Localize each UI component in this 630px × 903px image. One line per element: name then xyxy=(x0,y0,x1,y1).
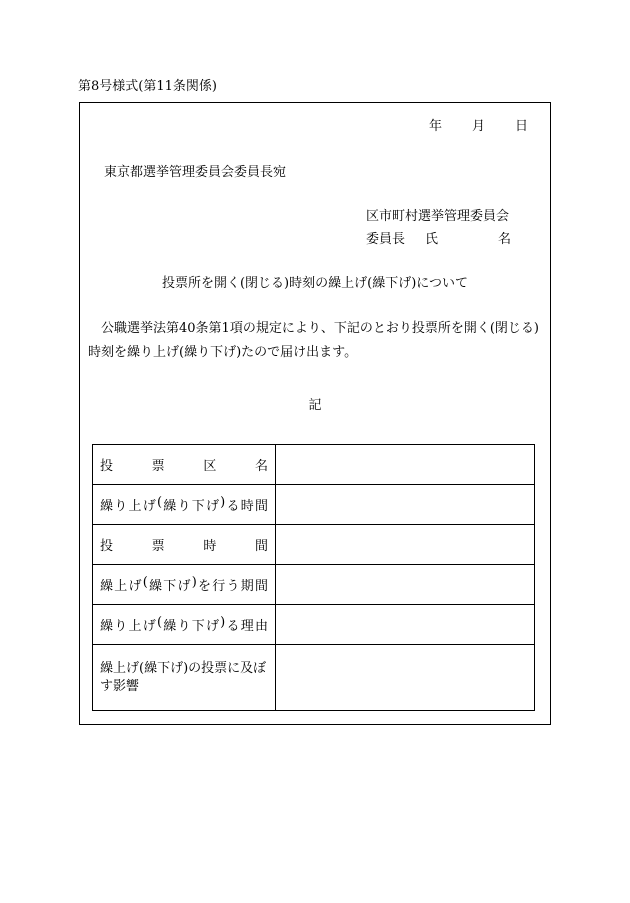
label-char: 間 xyxy=(254,579,268,594)
label-char: 繰 xyxy=(163,499,177,514)
label-char: ( xyxy=(156,495,163,510)
label-char: り xyxy=(177,499,191,514)
date-line xyxy=(429,118,528,136)
table-row xyxy=(93,605,535,645)
details-table xyxy=(92,444,535,711)
label-char: 票 xyxy=(151,539,165,554)
label-char: 繰 xyxy=(149,579,163,594)
row-value-cell[interactable] xyxy=(276,645,535,711)
label-char: り xyxy=(177,619,191,634)
label-char: り xyxy=(114,619,128,634)
sender-name-line xyxy=(366,231,511,249)
addressee: 東京都選挙管理委員会委員長宛 xyxy=(104,165,287,180)
row-label xyxy=(100,455,268,474)
label-char: 投 xyxy=(100,539,114,554)
label-char: げ xyxy=(205,619,219,634)
label-char: 期 xyxy=(240,579,254,594)
label-char: 投 xyxy=(100,459,114,474)
row-label-cell xyxy=(93,445,276,485)
table-row xyxy=(93,485,535,525)
label-char: 区 xyxy=(203,459,217,474)
row-value-cell[interactable] xyxy=(276,605,535,645)
row-value-cell[interactable] xyxy=(276,565,535,605)
row-label xyxy=(100,495,268,514)
label-char: 下 xyxy=(191,499,205,514)
label-char: 上 xyxy=(128,499,142,514)
row-label: 繰上げ(繰下げ)の投票に及ぼす影響 xyxy=(100,660,267,694)
body-text: 公職選挙法第40条第1項の規定により、下記のとおり投票所を開く(閉じる)時刻を繰り上げ(繰り下げ)たので届け出ます。 xyxy=(88,321,539,360)
row-label-cell xyxy=(93,605,276,645)
label-char: 由 xyxy=(254,619,268,634)
label-char: ) xyxy=(220,495,226,510)
label-char: 間 xyxy=(254,499,268,514)
label-char: 繰 xyxy=(163,619,177,634)
form-number: 第8号様式(第11条関係) xyxy=(78,79,217,94)
label-char: げ xyxy=(177,579,191,594)
label-char: う xyxy=(226,579,240,594)
label-char: 繰 xyxy=(100,499,114,514)
label-char: 上 xyxy=(114,579,128,594)
table-row xyxy=(93,525,535,565)
label-char: 繰 xyxy=(100,579,114,594)
label-char: る xyxy=(226,499,240,514)
label-char: 理 xyxy=(240,619,254,634)
label-char: 下 xyxy=(191,619,205,634)
label-char: 間 xyxy=(254,539,268,554)
label-char: 時 xyxy=(240,499,254,514)
row-label xyxy=(100,575,268,594)
label-char: 名 xyxy=(254,459,268,474)
label-char: げ xyxy=(205,499,219,514)
label-char: 行 xyxy=(212,579,226,594)
date-year-label: 年 xyxy=(428,119,442,134)
label-char: ) xyxy=(220,615,226,630)
date-month-label: 月 xyxy=(471,119,485,134)
table-row xyxy=(93,565,535,605)
row-label-cell xyxy=(93,565,276,605)
row-label-cell xyxy=(93,525,276,565)
row-label xyxy=(100,615,268,634)
label-char: 下 xyxy=(163,579,177,594)
subject-title: 投票所を開く(閉じる)時刻の繰上げ(繰下げ)について xyxy=(161,276,469,291)
label-char: る xyxy=(226,619,240,634)
label-char: 票 xyxy=(151,459,165,474)
label-char: り xyxy=(114,499,128,514)
row-value-cell[interactable] xyxy=(276,525,535,565)
label-char: 時 xyxy=(203,539,217,554)
label-char: ( xyxy=(156,615,163,630)
row-value-cell[interactable] xyxy=(276,485,535,525)
label-char: げ xyxy=(128,579,142,594)
row-label-cell xyxy=(93,485,276,525)
label-char: を xyxy=(198,579,212,594)
label-char: 繰 xyxy=(100,619,114,634)
table-row xyxy=(93,445,535,485)
ki-heading: 記 xyxy=(308,398,322,413)
notification-form xyxy=(79,102,551,725)
label-char: げ xyxy=(142,619,156,634)
table-row xyxy=(93,645,535,711)
label-char: ) xyxy=(191,575,197,590)
date-day-label: 日 xyxy=(514,119,528,134)
sender-name-label-2: 名 xyxy=(498,232,512,247)
label-char: ( xyxy=(142,575,148,590)
row-label-cell xyxy=(93,645,276,711)
label-char: げ xyxy=(142,499,156,514)
row-label xyxy=(100,535,268,554)
label-char: 上 xyxy=(128,619,142,634)
sender-organization: 区市町村選挙管理委員会 xyxy=(366,209,510,224)
sender-name-label-1: 氏 xyxy=(425,232,439,247)
row-value-cell[interactable] xyxy=(276,445,535,485)
sender-role: 委員長 xyxy=(366,232,406,247)
